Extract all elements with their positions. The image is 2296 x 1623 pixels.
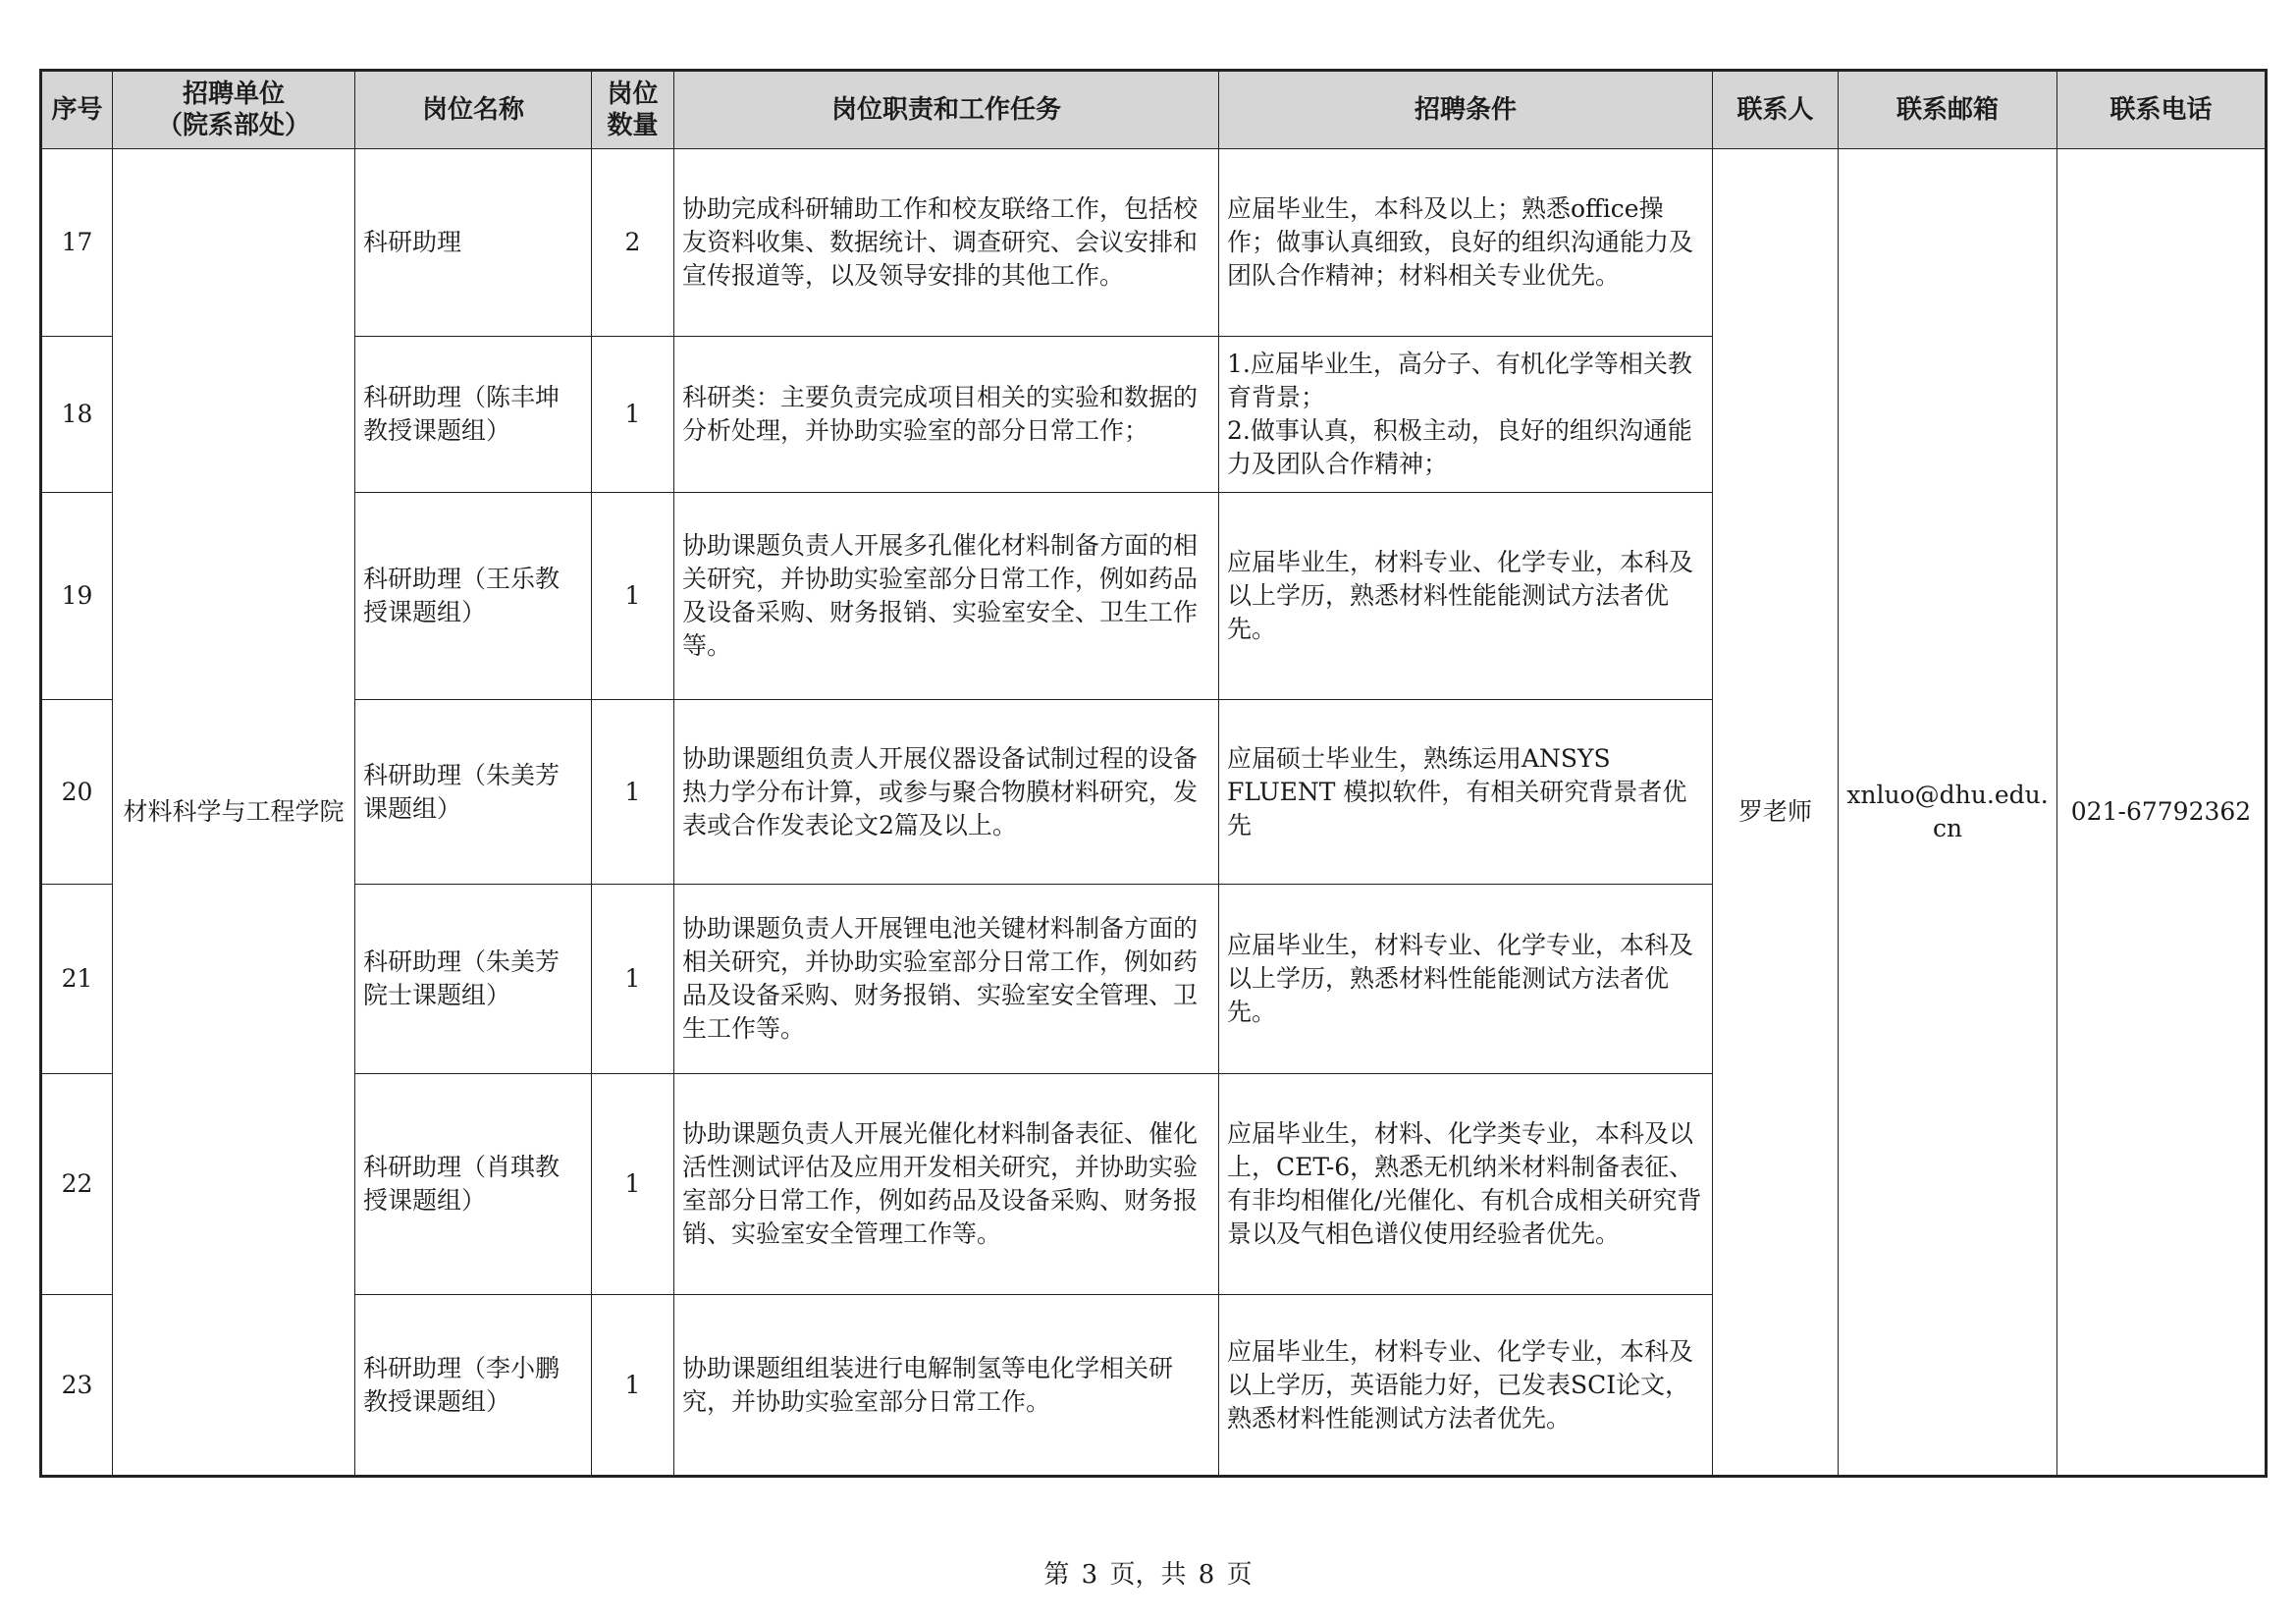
- header-seq: 序号: [41, 71, 113, 149]
- row-requirements: 应届毕业生，本科及以上；熟悉office操作；做事认真细致，良好的组织沟通能力及团队合作精神；材料相关专业优先。: [1219, 149, 1713, 337]
- row-position: 科研助理（朱美芳院士课题组）: [355, 885, 592, 1074]
- row-duties: 协助完成科研辅助工作和校友联络工作，包括校友资料收集、数据统计、调查研究、会议安排和宣传报道等，以及领导安排的其他工作。: [674, 149, 1219, 337]
- row-position: 科研助理: [355, 149, 592, 337]
- row-requirements: 应届毕业生，材料专业、化学专业，本科及以上学历，熟悉材料性能能测试方法者优先。: [1219, 493, 1713, 700]
- contact-person-cell: 罗老师: [1713, 149, 1839, 1477]
- table-header-row: [41, 71, 2267, 149]
- row-count: 1: [592, 885, 674, 1074]
- contact-phone-cell: 021-67792362: [2057, 149, 2267, 1477]
- row-count: 1: [592, 1074, 674, 1295]
- row-seq: 23: [41, 1295, 113, 1477]
- header-count-line2: 数量: [607, 111, 659, 140]
- row-duties: 科研类：主要负责完成项目相关的实验和数据的分析处理，并协助实验室的部分日常工作；: [674, 337, 1219, 493]
- header-email: 联系邮箱: [1839, 71, 2057, 149]
- header-position: 岗位名称: [355, 71, 592, 149]
- row-requirements: [1219, 337, 1713, 493]
- page-footer: [0, 1554, 2296, 1591]
- recruiting-unit-cell: 材料科学与工程学院: [113, 149, 355, 1477]
- row-count: 1: [592, 700, 674, 885]
- recruitment-table-sheet: [39, 69, 2265, 1478]
- row-requirements: 应届毕业生，材料专业、化学专业，本科及以上学历，英语能力好，已发表SCI论文，熟悉材料性能测试方法者优先。: [1219, 1295, 1713, 1477]
- table-row: [41, 149, 2267, 337]
- row-position: 科研助理（王乐教授课题组）: [355, 493, 592, 700]
- header-requirements: 招聘条件: [1219, 71, 1713, 149]
- row-count: 2: [592, 149, 674, 337]
- row-count: 1: [592, 1295, 674, 1477]
- row-count: 1: [592, 493, 674, 700]
- header-unit-line1: 招聘单位: [182, 80, 285, 109]
- recruitment-table: [39, 69, 2268, 1478]
- row-duties: 协助课题负责人开展光催化材料制备表征、催化活性测试评估及应用开发相关研究，并协助实验室部分日常工作，例如药品及设备采购、财务报销、实验室安全管理工作等。: [674, 1074, 1219, 1295]
- header-count-line1: 岗位: [607, 80, 659, 109]
- row-position: 科研助理（陈丰坤教授课题组）: [355, 337, 592, 493]
- row-requirements: 应届毕业生，材料、化学类专业，本科及以上，CET-6，熟悉无机纳米材料制备表征、有非均相催化/光催化、有机合成相关研究背景以及气相色谱仪使用经验者优先。: [1219, 1074, 1713, 1295]
- contact-email-cell: xnluo@dhu.edu.cn: [1839, 149, 2057, 1477]
- row-seq: 19: [41, 493, 113, 700]
- row-duties: 协助课题负责人开展多孔催化材料制备方面的相关研究，并协助实验室部分日常工作，例如药品及设备采购、财务报销、实验室安全、卫生工作等。: [674, 493, 1219, 700]
- row-duties: 协助课题组组装进行电解制氢等电化学相关研究，并协助实验室部分日常工作。: [674, 1295, 1219, 1477]
- footer-mid: 页，共: [1109, 1560, 1187, 1590]
- row-seq: 22: [41, 1074, 113, 1295]
- footer-prefix: 第: [1043, 1560, 1070, 1590]
- header-contact: 联系人: [1713, 71, 1839, 149]
- row-duties: 协助课题组负责人开展仪器设备试制过程的设备热力学分布计算，或参与聚合物膜材料研究，发表或合作发表论文2篇及以上。: [674, 700, 1219, 885]
- row-position: 科研助理（朱美芳课题组）: [355, 700, 592, 885]
- header-phone: 联系电话: [2057, 71, 2267, 149]
- row-count: 1: [592, 337, 674, 493]
- row-requirements: 应届硕士毕业生，熟练运用ANSYS FLUENT 模拟软件，有相关研究背景者优先: [1219, 700, 1713, 885]
- header-unit: [113, 71, 355, 149]
- footer-suffix: 页: [1226, 1560, 1253, 1590]
- footer-total-pages: 8: [1198, 1560, 1215, 1590]
- header-duties: 岗位职责和工作任务: [674, 71, 1219, 149]
- row-seq: 20: [41, 700, 113, 885]
- row-position: 科研助理（肖琪教授课题组）: [355, 1074, 592, 1295]
- requirement-line: 2.做事认真，积极主动，良好的组织沟通能力及团队合作精神；: [1227, 416, 1692, 478]
- footer-page-number: 3: [1081, 1560, 1098, 1590]
- row-seq: 21: [41, 885, 113, 1074]
- row-position: 科研助理（李小鹏教授课题组）: [355, 1295, 592, 1477]
- row-seq: 18: [41, 337, 113, 493]
- header-unit-line2: （院系部处）: [156, 111, 310, 140]
- row-seq: 17: [41, 149, 113, 337]
- row-duties: 协助课题负责人开展锂电池关键材料制备方面的相关研究，并协助实验室部分日常工作，例如药品及设备采购、财务报销、实验室安全管理、卫生工作等。: [674, 885, 1219, 1074]
- requirement-line: 1.应届毕业生，高分子、有机化学等相关教育背景；: [1227, 350, 1692, 411]
- header-count: [592, 71, 674, 149]
- row-requirements: 应届毕业生，材料专业、化学专业，本科及以上学历，熟悉材料性能能测试方法者优先。: [1219, 885, 1713, 1074]
